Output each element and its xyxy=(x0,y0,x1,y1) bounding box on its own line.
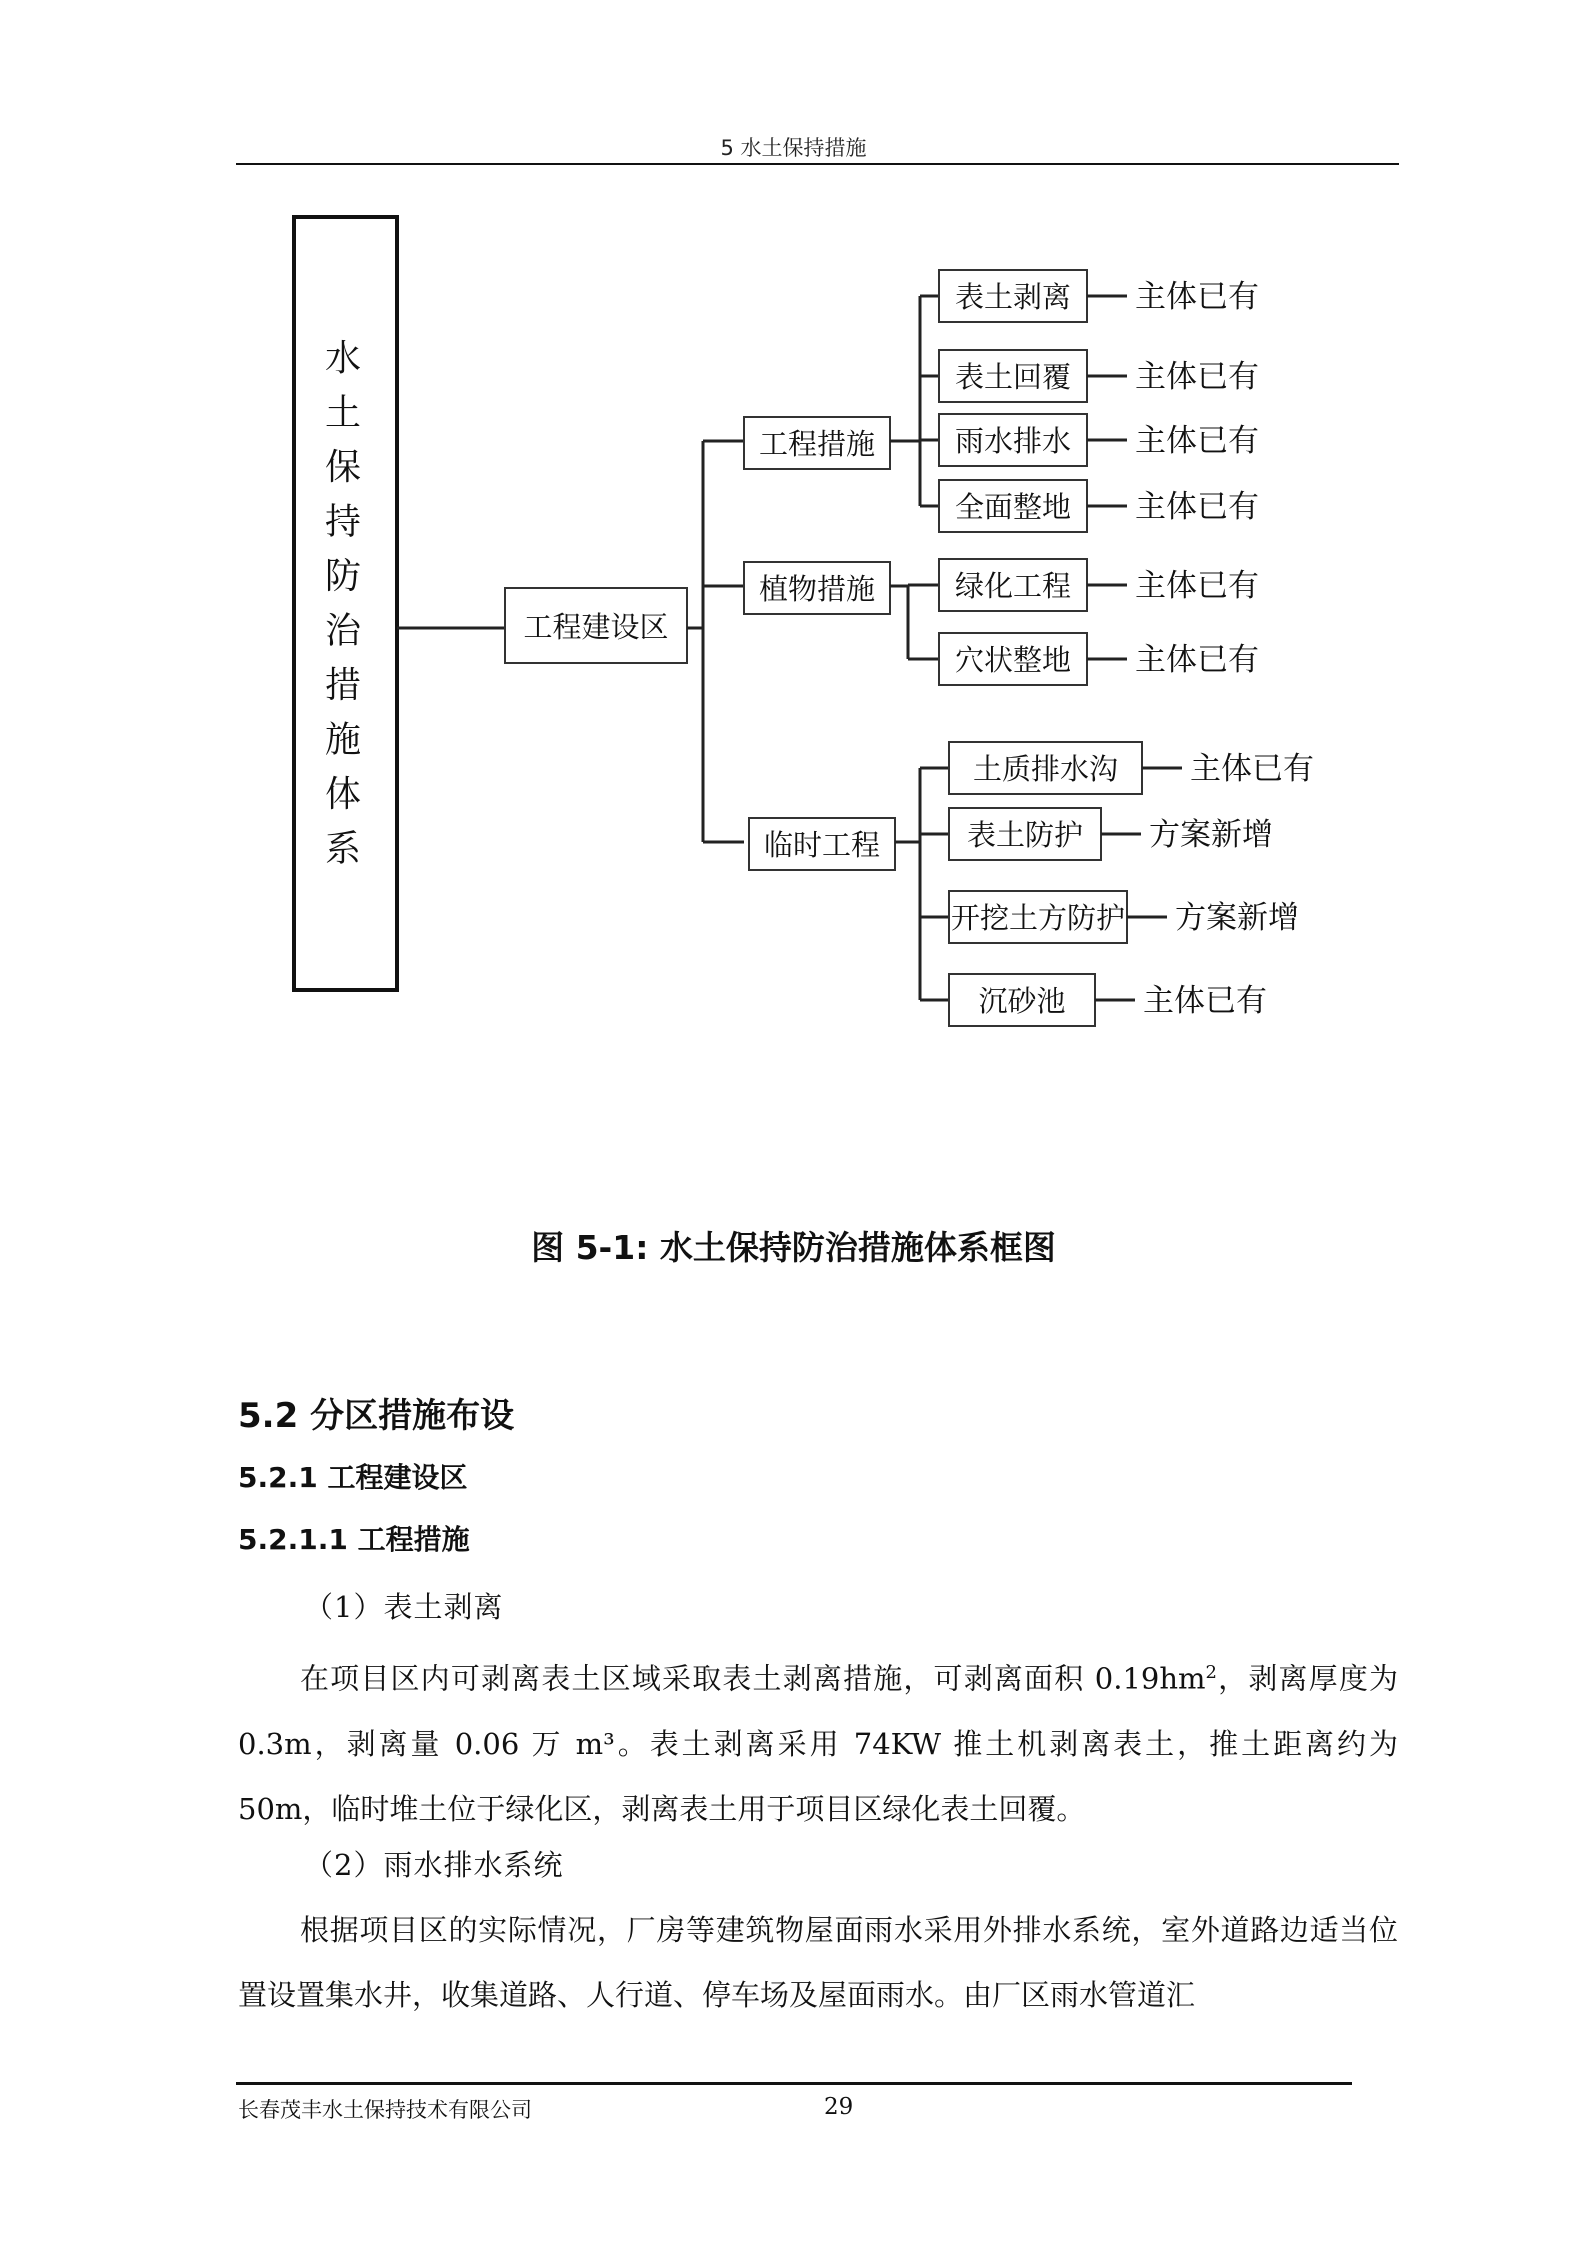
item-label: 绿化工程 xyxy=(954,569,1072,603)
group-label-3: 临时工程 xyxy=(763,828,881,862)
root-char: 治 xyxy=(324,610,362,652)
root-char: 土 xyxy=(324,392,362,434)
item-status: 主体已有 xyxy=(1135,489,1259,525)
item1-paragraph xyxy=(238,1640,1398,1842)
item-status: 主体已有 xyxy=(1190,751,1314,787)
item-status: 主体已有 xyxy=(1135,279,1259,315)
root-char: 水 xyxy=(324,338,362,379)
group-label-1: 工程措施 xyxy=(758,427,876,461)
subsubsection-heading: 5.2.1.1 工程措施 xyxy=(238,1523,470,1556)
header-title: 5 水土保持措施 xyxy=(720,136,867,160)
item2-para: 根据项目区的实际情况，厂房等建筑物屋面雨水采用外排水系统，室外道路边适当位置设置集水井，收集道路、人行道、停车场及屋面雨水。由厂区雨水管道汇 xyxy=(238,1913,1398,2012)
item-status: 主体已有 xyxy=(1143,983,1267,1019)
item-label: 全面整地 xyxy=(954,490,1072,524)
item1-para-a: 在项目区内可剥离表土区域采取表土剥离措施，可剥离面积 0.19hm xyxy=(300,1661,1206,1696)
root-char: 保 xyxy=(324,447,362,488)
item-label: 开挖土方防护 xyxy=(950,901,1126,935)
item-status: 主体已有 xyxy=(1135,568,1259,604)
item-status: 方案新增 xyxy=(1175,900,1299,936)
item2-paragraph xyxy=(238,1898,1398,2028)
figure-caption: 图 5-1: 水土保持防治措施体系框图 xyxy=(531,1228,1056,1267)
item2-title: （2）雨水排水系统 xyxy=(304,1848,564,1882)
item-label: 表土回覆 xyxy=(954,360,1072,394)
item-label: 表土剥离 xyxy=(954,280,1072,314)
item-label: 穴状整地 xyxy=(954,643,1072,677)
item1-sup: 2 xyxy=(1205,1662,1217,1683)
root-char: 体 xyxy=(324,774,362,815)
group-label-2: 植物措施 xyxy=(758,572,876,606)
item-label: 雨水排水 xyxy=(954,424,1072,458)
item-status: 主体已有 xyxy=(1135,642,1259,678)
footer-rule xyxy=(236,2082,1352,2085)
item-status: 主体已有 xyxy=(1135,423,1259,459)
item1-para-b: ，剥离厚度为 0.3m，剥离量 0.06 万 m³。表土剥离采用 74KW 推土机剥离表土，推土距离约为 50m，临时堆土位于绿化区，剥离表土用于项目区绿化表土回覆。 xyxy=(238,1661,1398,1826)
footer-company: 长春茂丰水土保持技术有限公司 xyxy=(238,2098,532,2122)
section-heading: 5.2 分区措施布设 xyxy=(238,1396,515,1436)
zone-label: 工程建设区 xyxy=(523,610,669,644)
root-char: 施 xyxy=(324,719,362,761)
root-char: 措 xyxy=(324,665,362,706)
item-label: 沉砂池 xyxy=(978,984,1066,1018)
root-box xyxy=(294,217,397,990)
subsection-heading: 5.2.1 工程建设区 xyxy=(238,1461,468,1494)
item-label: 土质排水沟 xyxy=(972,752,1119,786)
item-label: 表土防护 xyxy=(966,818,1084,852)
item-status: 主体已有 xyxy=(1135,359,1259,395)
root-char: 系 xyxy=(324,828,362,870)
measures-diagram xyxy=(0,0,1587,1100)
item1-title: （1）表土剥离 xyxy=(304,1590,504,1624)
root-char: 防 xyxy=(324,556,362,597)
page-number: 29 xyxy=(824,2094,854,2120)
item-status: 方案新增 xyxy=(1149,817,1273,853)
root-char: 持 xyxy=(324,501,362,543)
